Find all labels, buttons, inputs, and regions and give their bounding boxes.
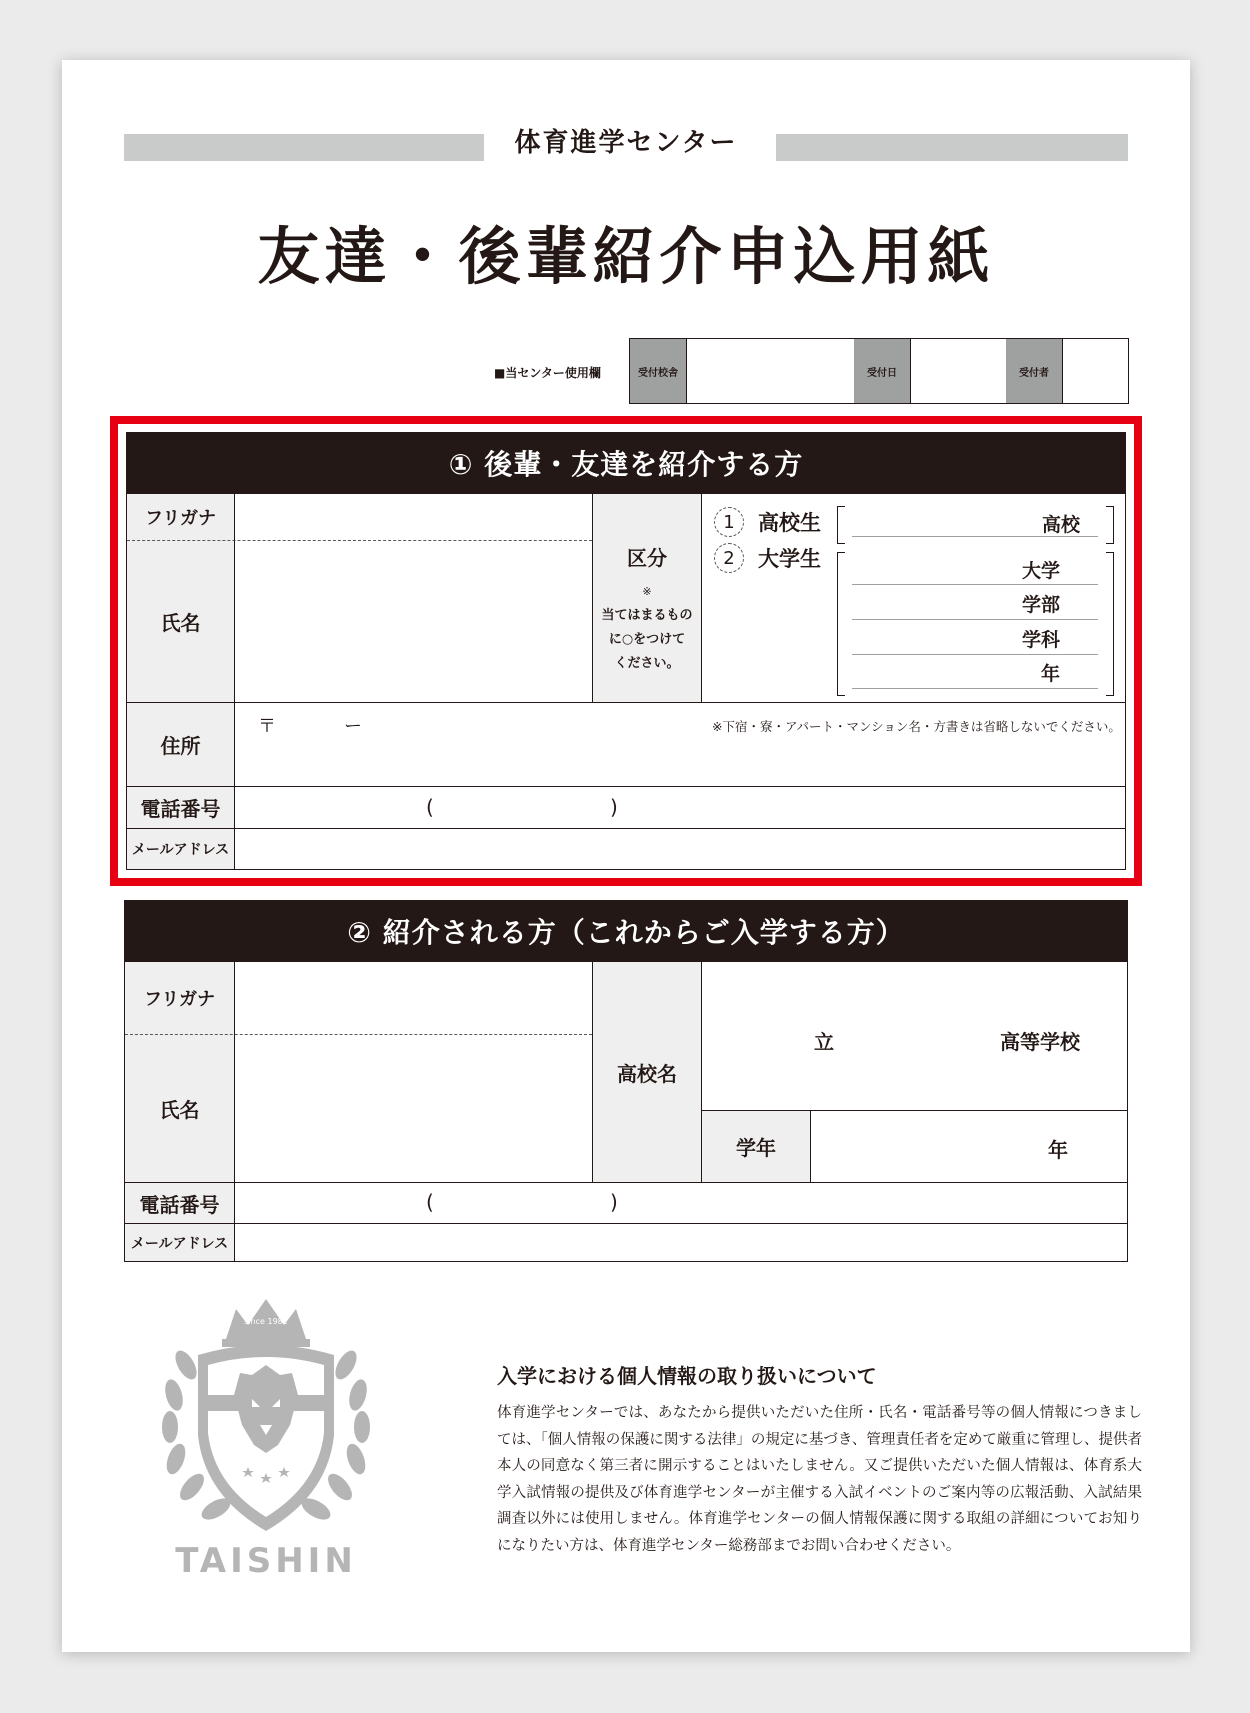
- s1-phone-input[interactable]: [236, 788, 1124, 827]
- option1-label: 高校生: [758, 511, 821, 535]
- divider: [592, 962, 593, 1182]
- s1-hs-suffix: 高校: [1042, 514, 1081, 536]
- s1-paren-close: ): [610, 795, 618, 819]
- s2-grade-suffix: 年: [1048, 1138, 1068, 1162]
- s1-label-divider: [234, 494, 235, 870]
- lion-crest-icon: [148, 1295, 384, 1545]
- logo-since: since 1982: [244, 1317, 288, 1326]
- s2-name-label: 氏名: [125, 1034, 234, 1182]
- office-use-label: ■当センター使用欄: [494, 366, 601, 380]
- univ-bracket-right: [1106, 552, 1114, 696]
- divider: [124, 1223, 1128, 1224]
- divider: [852, 584, 1098, 585]
- univ-bracket-left: [837, 552, 845, 696]
- s2-school-input[interactable]: [704, 964, 1126, 1108]
- brand-name: 体育進学センター: [514, 128, 738, 158]
- divider: [124, 1182, 1128, 1183]
- s2-phone-label: 電話番号: [125, 1183, 234, 1223]
- office-field-date: 受付日: [854, 339, 910, 403]
- s1-name-label: 氏名: [127, 540, 234, 702]
- s1-option-university[interactable]: [714, 543, 821, 573]
- form-sheet: [62, 60, 1190, 1652]
- section1-heading: ① 後輩・友達を紹介する方: [126, 432, 1126, 494]
- divider: [126, 786, 1126, 787]
- section2-heading: ② 紹介される方（これからご入学する方）: [124, 900, 1128, 962]
- s1-furigana-label: フリガナ: [127, 494, 234, 540]
- s1-dept-field: 学部: [1021, 594, 1060, 616]
- privacy-title: 入学における個人情報の取り扱いについて: [497, 1364, 877, 1388]
- s1-email-label: メールアドレス: [127, 829, 234, 869]
- s1-paren-open: (: [426, 795, 434, 819]
- privacy-body: 体育進学センターでは、あなたから提供いただいた住所・氏名・電話番号等の個人情報につきましては、「個人情報の保護に関する法律」の規定に基づき、管理責任者を定めて厳重に管理し、提供者本人の同意なく第三者に開示することはいたしません。又ご提供いただいた個人情報は、体育系大学入試情報の提供及び体育進学センターが主催する入試イベントのご案内等の広報活動、入試結果調査以外には使用しません。体育進学センターの個人情報保護に関する取組の詳細についてお知りになりたい方は、体育進学センター総務部までお問い合わせください。: [497, 1405, 1142, 1554]
- divider: [1062, 339, 1063, 403]
- office-field-staff: 受付者: [1006, 339, 1062, 403]
- divider: [234, 962, 235, 1262]
- taishin-logo: [148, 1295, 384, 1595]
- s1-address-label: 住所: [127, 703, 234, 786]
- s1-category-title: 区分: [627, 546, 667, 570]
- s1-option-highschool[interactable]: [714, 507, 821, 537]
- s2-phone-input[interactable]: [236, 1184, 1126, 1222]
- divider: [686, 339, 687, 403]
- s1-hs-input[interactable]: [852, 508, 1032, 536]
- s1-furigana-divider: [127, 540, 592, 541]
- divider: [126, 828, 1126, 829]
- hs-bracket-right: [1106, 506, 1114, 544]
- divider: [592, 494, 593, 702]
- s2-school-label: 高校名: [593, 962, 701, 1182]
- s2-hs-suffix: 高等学校: [1000, 1030, 1080, 1054]
- option2-label: 大学生: [758, 547, 821, 571]
- s1-year-field: 年: [1040, 663, 1060, 685]
- logo-wordmark: TAISHIN: [175, 1541, 357, 1581]
- s1-note-line1: 当てはまるもの: [601, 608, 693, 623]
- s1-furigana-input[interactable]: [236, 496, 590, 538]
- divider: [852, 654, 1098, 655]
- divider: [701, 494, 702, 702]
- s1-email-input[interactable]: [236, 830, 1124, 868]
- divider: [852, 619, 1098, 620]
- page-title: 友達・後輩紹介申込用紙: [257, 220, 995, 293]
- office-use-box: [629, 338, 1129, 404]
- s2-email-input[interactable]: [236, 1225, 1126, 1261]
- s1-address-input[interactable]: [236, 740, 1124, 784]
- s2-grade-label: 学年: [702, 1111, 810, 1182]
- option2-circle-icon: 2: [714, 543, 744, 573]
- divider: [125, 1034, 592, 1035]
- s1-note-mark: ※: [642, 585, 652, 598]
- s1-phone-label: 電話番号: [127, 787, 234, 828]
- s2-furigana-input[interactable]: [236, 964, 590, 1032]
- s2-furigana-label: フリガナ: [125, 962, 234, 1034]
- s1-name-input[interactable]: [236, 544, 590, 700]
- s2-name-input[interactable]: [236, 1038, 590, 1180]
- s1-note-line3: ください。: [614, 656, 680, 671]
- s1-univ-field: 大学: [1021, 560, 1060, 582]
- s2-paren-open: (: [426, 1190, 434, 1214]
- s2-paren-close: ): [610, 1190, 618, 1214]
- divider: [810, 1110, 811, 1182]
- office-field-campus: 受付校舎: [630, 339, 686, 403]
- divider: [910, 339, 911, 403]
- s2-grade-input[interactable]: [812, 1112, 1042, 1180]
- option1-circle-icon: 1: [714, 507, 744, 537]
- s1-subject-field: 学科: [1021, 629, 1060, 651]
- postal-dash: ー: [344, 716, 362, 737]
- s2-public-private: 立: [814, 1030, 834, 1054]
- s2-email-label: メールアドレス: [125, 1224, 234, 1261]
- hs-bracket-left: [837, 506, 845, 544]
- postal-mark-icon: 〒: [258, 716, 276, 737]
- divider: [852, 688, 1098, 689]
- s1-address-note: ※下宿・寮・アパート・マンション名・方書きは省略しないでください。: [712, 719, 1121, 734]
- s1-note-line2: に○をつけて: [608, 632, 686, 647]
- divider: [126, 702, 1126, 703]
- s1-category-label: [593, 494, 701, 702]
